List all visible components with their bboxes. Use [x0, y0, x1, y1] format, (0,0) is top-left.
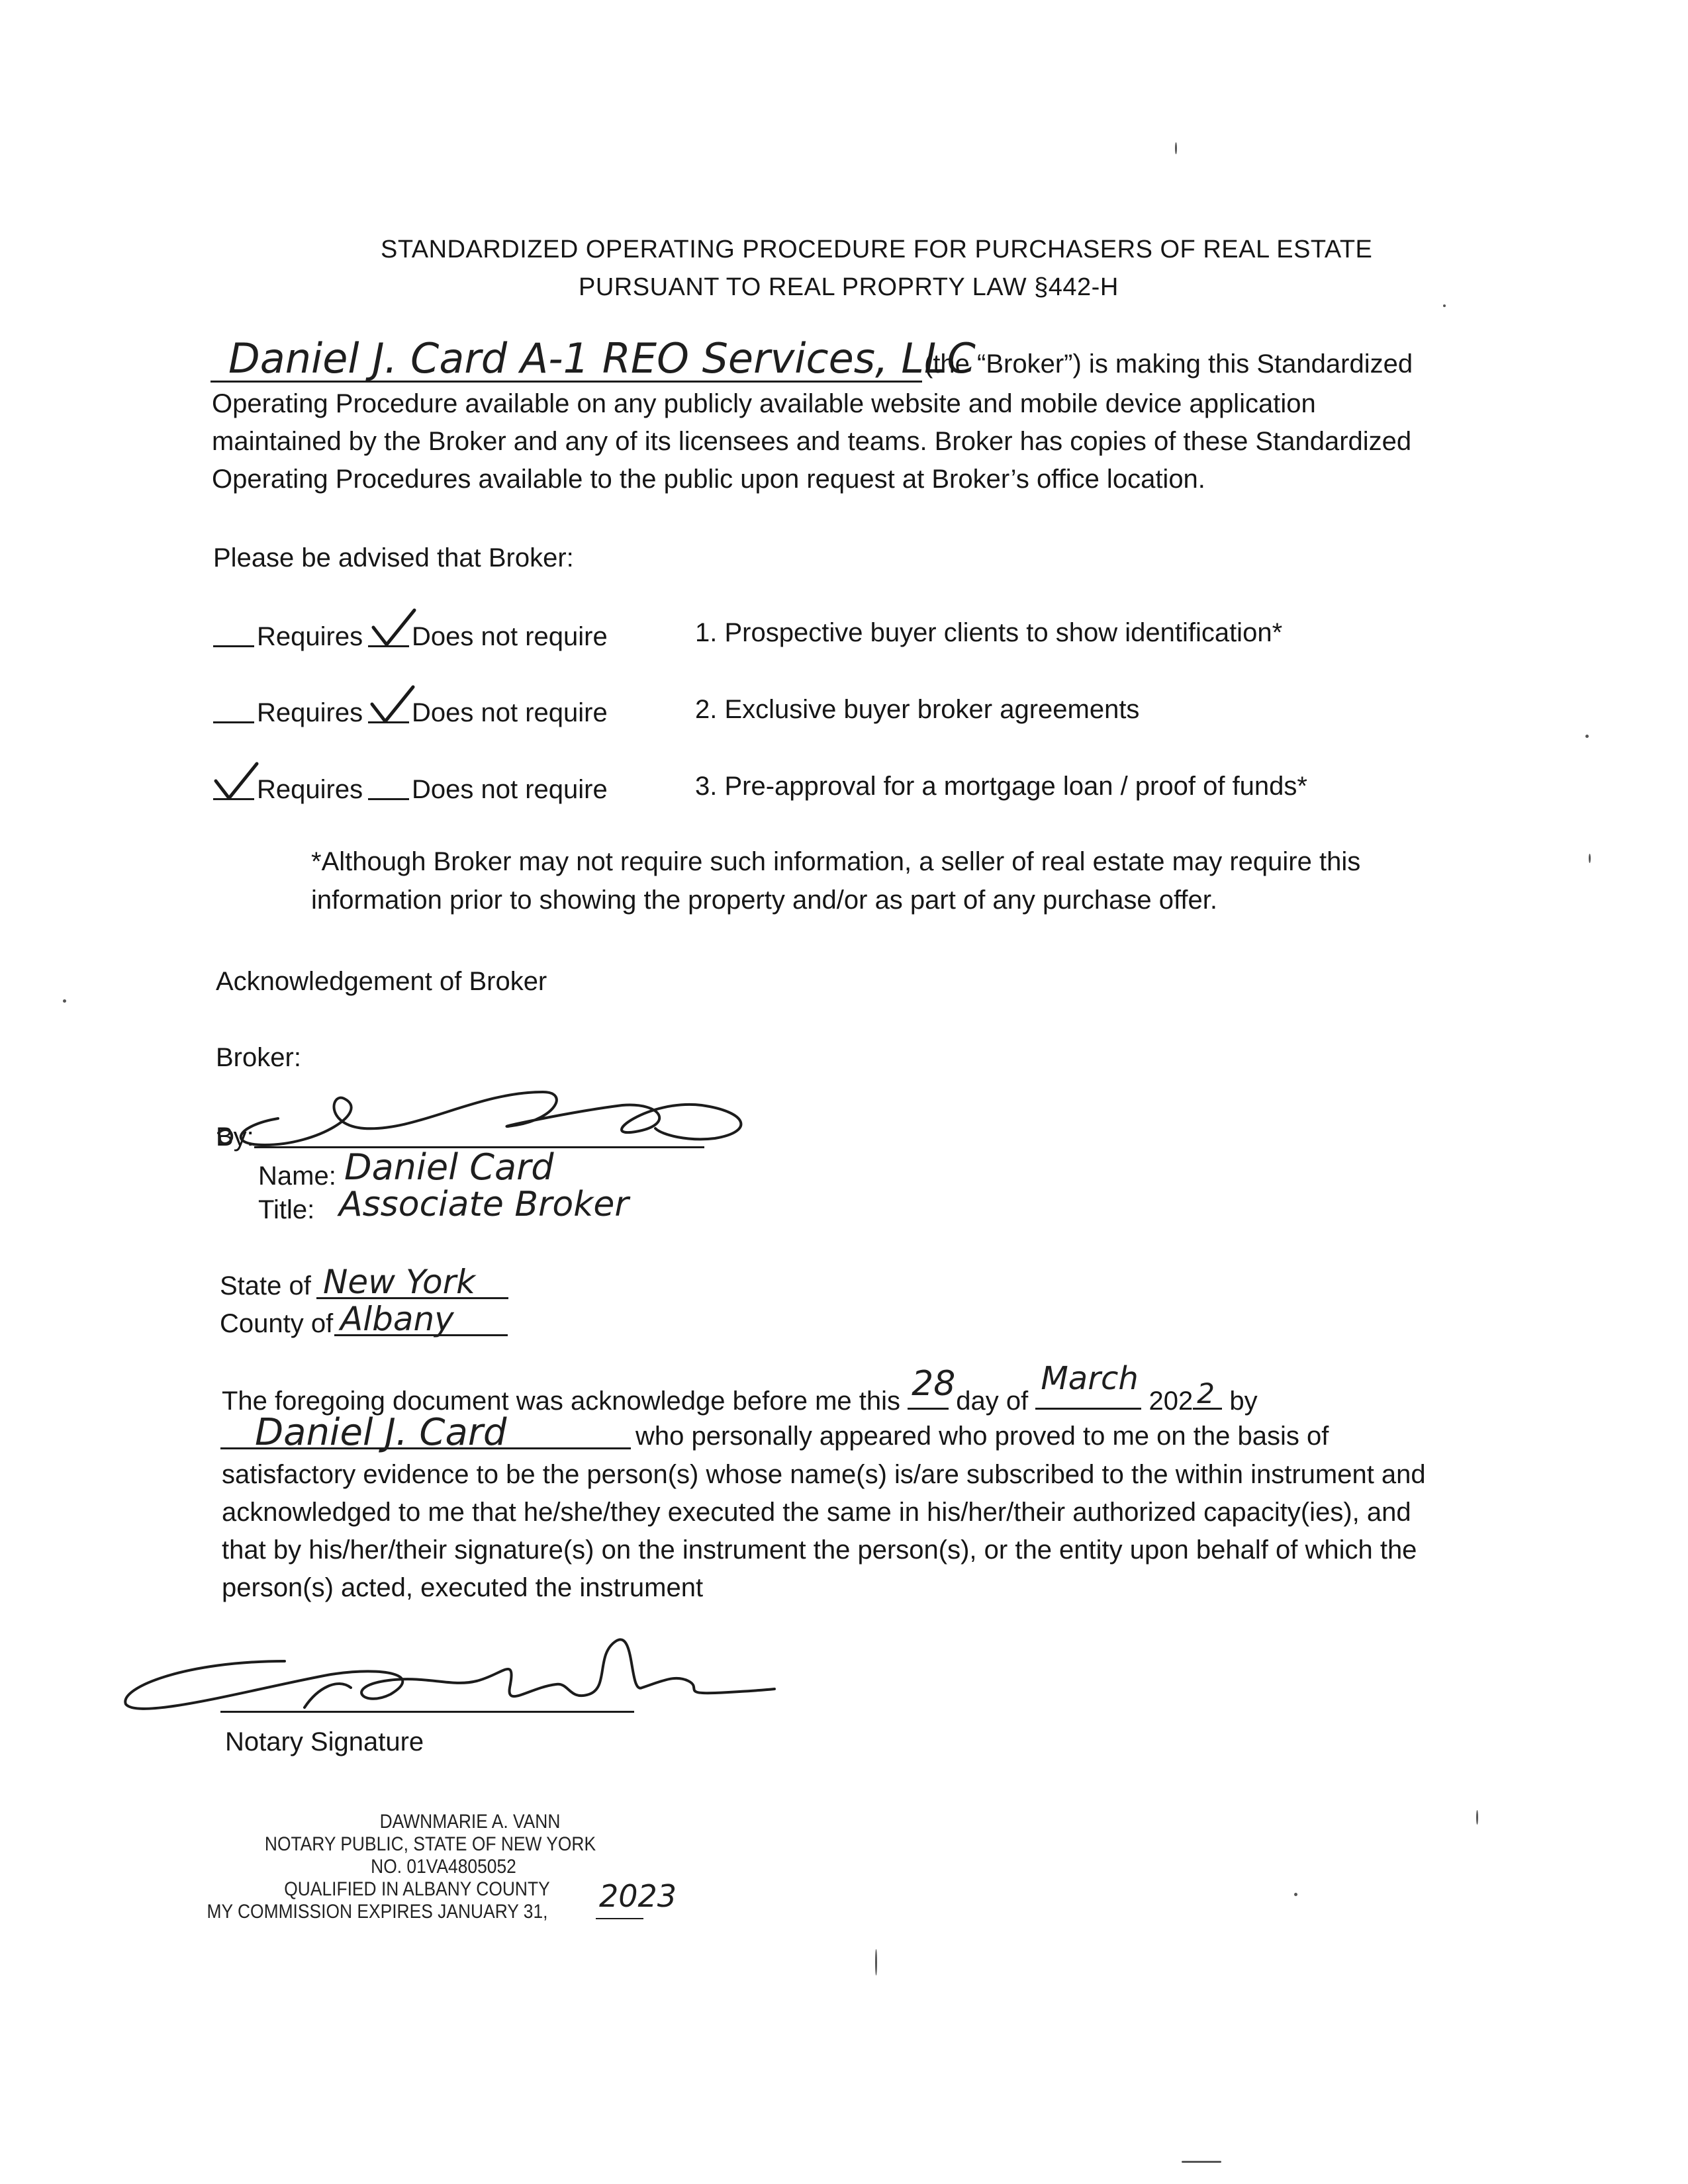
- requires-label: Requires: [257, 775, 363, 804]
- by-text: by: [1229, 1387, 1258, 1416]
- day-of-text: day of: [956, 1387, 1029, 1416]
- acknowledgement-heading: Acknowledgement of Broker: [216, 967, 547, 996]
- document-title-line-1: STANDARDIZED OPERATING PROCEDURE FOR PURCHASERS OF REAL ESTATE: [381, 236, 1373, 263]
- notarial-prefix: The foregoing document was acknowledge before me this: [222, 1387, 901, 1416]
- stamp-line-1: DAWNMARIE A. VANN: [379, 1811, 561, 1833]
- notarial-line-6: person(s) acted, executed the instrument: [222, 1573, 704, 1602]
- state-handwritten: New York: [323, 1263, 476, 1301]
- check-mark-icon: [371, 608, 417, 649]
- broker-name-handwritten: Daniel J. Card A-1 REO Services, LLC: [228, 334, 976, 383]
- day-field: [908, 1364, 956, 1410]
- requires-label: Requires: [257, 622, 363, 651]
- name-label: Name:: [258, 1161, 336, 1191]
- does-not-require-label: Does not require: [412, 622, 608, 651]
- notary-signature-label: Notary Signature: [225, 1727, 424, 1756]
- notarial-line-3: satisfactory evidence to be the person(s) whose name(s) is/are subscribed to the within instrument and: [222, 1460, 1426, 1489]
- requires-blank[interactable]: [213, 721, 254, 723]
- scan-speck: [1589, 854, 1591, 863]
- intro-line-3: maintained by the Broker and any of its licensees and teams. Broker has copies of these Standardized: [212, 427, 1412, 456]
- title-label: Title:: [258, 1195, 315, 1224]
- broker-label: Broker:: [216, 1043, 301, 1072]
- year-field: [1193, 1377, 1222, 1410]
- scan-speck: [1443, 304, 1446, 307]
- notarial-signer-handwritten: Daniel J. Card: [255, 1411, 507, 1454]
- notarial-line-5: that by his/her/their signature(s) on the instrument the person(s), or the entity upon behalf of which the: [222, 1535, 1417, 1565]
- scan-speck: [1294, 1893, 1297, 1896]
- notarial-line-4: acknowledged to me that he/she/they executed the same in his/her/their authorized capacity(ies), and: [222, 1498, 1411, 1527]
- option-item-2: 2. Exclusive buyer broker agreements: [695, 695, 1140, 724]
- intro-line-2: Operating Procedure available on any publicly available website and mobile device application: [212, 389, 1316, 418]
- check-mark-icon: [369, 684, 416, 725]
- does-not-require-blank[interactable]: [368, 798, 409, 800]
- year-handwritten: 2: [1197, 1377, 1215, 1410]
- stamp-line-4: QUALIFIED IN ALBANY COUNTY: [284, 1878, 550, 1900]
- scan-speck: [1175, 142, 1177, 154]
- stamp-year-underline: [596, 1918, 643, 1919]
- stamp-line-2: NOTARY PUBLIC, STATE OF NEW YORK: [264, 1833, 596, 1855]
- county-label: County of: [220, 1309, 334, 1338]
- scan-speck: [1476, 1810, 1478, 1825]
- month-field: [1035, 1360, 1141, 1410]
- scan-speck: [63, 999, 66, 1003]
- requires-label: Requires: [257, 698, 363, 727]
- day-handwritten: 28: [912, 1364, 956, 1404]
- check-mark-icon: [213, 761, 259, 802]
- footnote-line-1: *Although Broker may not require such information, a seller of real estate may require this: [311, 847, 1361, 876]
- stamp-line-5: MY COMMISSION EXPIRES JANUARY 31,: [207, 1901, 548, 1923]
- county-handwritten: Albany: [340, 1300, 454, 1338]
- notary-signature: [106, 1615, 781, 1734]
- by-label: By:: [216, 1122, 254, 1152]
- requires-blank[interactable]: [213, 645, 254, 647]
- scan-speck: [1585, 735, 1589, 738]
- signer-name-handwritten: Daniel Card: [344, 1146, 554, 1188]
- stamp-line-3: NO. 01VA4805052: [371, 1856, 516, 1878]
- does-not-require-label: Does not require: [412, 775, 608, 804]
- year-prefix: 202: [1149, 1387, 1194, 1416]
- document-title-line-2: PURSUANT TO REAL PROPRTY LAW §442-H: [579, 273, 1119, 301]
- signer-title-handwritten: Associate Broker: [339, 1185, 629, 1224]
- month-handwritten: March: [1041, 1360, 1139, 1397]
- stamp-year-handwritten: 2023: [599, 1878, 677, 1914]
- scan-speck: [1182, 2161, 1221, 2163]
- advised-label: Please be advised that Broker:: [213, 543, 574, 572]
- does-not-require-label: Does not require: [412, 698, 608, 727]
- option-item-1: 1. Prospective buyer clients to show identification*: [695, 618, 1283, 647]
- intro-line-4: Operating Procedures available to the public upon request at Broker’s office location.: [212, 465, 1205, 494]
- intro-line-1: (the “Broker”) is making this Standardized: [924, 349, 1413, 379]
- notarial-line-2: who personally appeared who proved to me on the basis of: [635, 1422, 1329, 1451]
- state-label: State of: [220, 1271, 311, 1300]
- footnote-line-2: information prior to showing the property and/or as part of any purchase offer.: [311, 886, 1217, 915]
- notarial-line-1: [222, 1360, 1258, 1416]
- option-item-3: 3. Pre-approval for a mortgage loan / proof of funds*: [695, 772, 1307, 801]
- scan-speck: [875, 1949, 877, 1976]
